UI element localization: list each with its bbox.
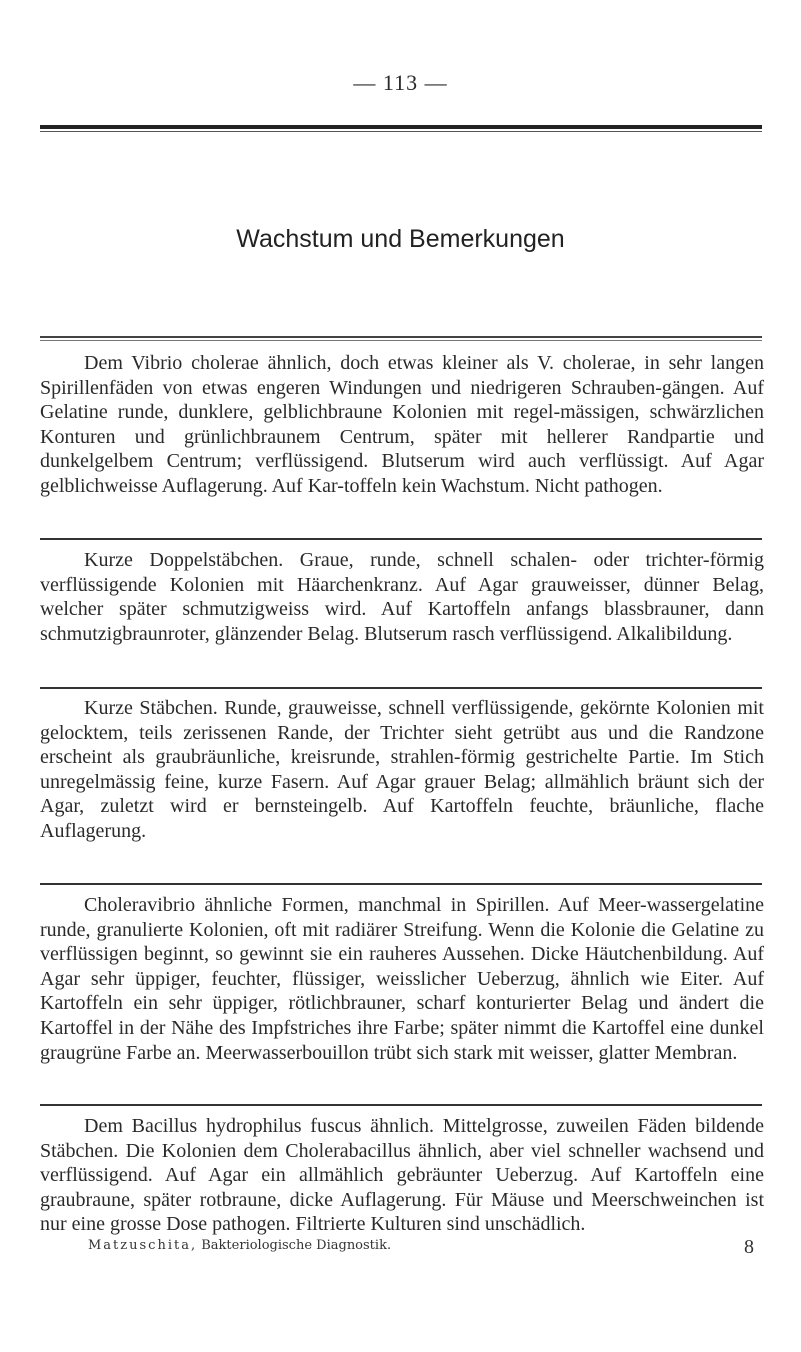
top-rule (40, 125, 762, 129)
column-heading: Wachstum und Bemerkungen (236, 225, 565, 253)
heading-rule (40, 336, 762, 338)
entry-5 (40, 1114, 764, 1237)
top-rule-thin (40, 131, 762, 132)
entry-3 (40, 696, 764, 844)
entry-separator (40, 883, 762, 885)
heading-rule-thin (40, 340, 762, 341)
page-footer (88, 1236, 758, 1258)
entry-1-text: Dem Vibrio cholerae ähnlich, doch etwas kleiner als V. cholerae, in sehr langen Spirillenfäden von etwas engeren Windungen und niedrigeren Schrauben-gängen. Auf Gelatine runde, dunklere, gelblichbraune Kolonien mit regel-mässigen, schwärzlichen Konturen und grünlichbraunem Centrum, später mit hellerer Randpartie und dunkelgelbem Centrum; verflüssigend. Blutserum wird auch verflüssigt. Auf Agar gelblichweisse Auflagerung. Auf Kar-toffeln kein Wachstum. Nicht pathogen. (40, 352, 764, 497)
entry-5-text: Dem Bacillus hydrophilus fuscus ähnlich. Mittelgrosse, zuweilen Fäden bildende Stäbchen. Die Kolonien dem Cholerabacillus ähnlich, aber viel schneller wachsend und verflüssigend. Auf Agar ein allmählich gebräunter Ueberzug. Auf Kartoffeln eine graubraune, später rotbraune, dicke Auflagerung. Für Mäuse und Meerschweinchen ist nur eine grosse Dose pathogen. Filtrierte Kulturen sind unschädlich. (40, 1115, 764, 1236)
footer-author: Matzuschita, (88, 1238, 198, 1253)
entry-4 (40, 893, 764, 1065)
entry-separator (40, 538, 762, 540)
page-number: — 113 — (353, 70, 448, 95)
entry-separator (40, 1104, 762, 1106)
entry-2-text: Kurze Doppelstäbchen. Graue, runde, schnell schalen- oder trichter-förmig verflüssigende Kolonien mit Häarchenkranz. Auf Agar grauweisser, dünner Belag, welcher später schmutzigweiss wird. Auf Kartoffeln anfangs blassbrauner, dann schmutzigbraunroter, glänzender Belag. Blutserum rasch verflüssigend. Alkalibildung. (40, 549, 764, 645)
footer-book-title: Bakteriologische Diagnostik. (201, 1238, 392, 1253)
entry-2 (40, 548, 764, 646)
entry-4-text: Choleravibrio ähnliche Formen, manchmal in Spirillen. Auf Meer-wassergelatine runde, granulierte Kolonien, oft mit radiärer Streifung. Wenn die Kolonie die Gelatine zu verflüssigen beginnt, so gewinnt sie ein rauheres Aussehen. Dicke Häutchenbildung. Auf Agar sehr üppiger, feuchter, flüssiger, weisslicher Ueberzug, ähnlich wie Eiter. Auf Kartoffeln ein sehr üppiger, rötlichbrauner, scharf konturierter Belag und ändert die Kartoffel in der Nähe des Impfstriches ihre Farbe; später nimmt die Kartoffel eine dunkel graugrüne Farbe an. Meerwasserbouillon trübt sich stark mit weisser, glatter Membran. (40, 894, 764, 1064)
entry-3-text: Kurze Stäbchen. Runde, grauweisse, schnell verflüssigende, gekörnte Kolonien mit gelocktem, teils zerissenen Rande, der Trichter sieht getrübt aus und die Randzone erscheint als graubräunliche, kreisrunde, strahlen-förmig gestrichelte Partie. Im Stich unregelmässig feine, kurze Fasern. Auf Agar grauer Belag; allmählich bräunt sich der Agar, zuletzt wird er bernsteingelb. Auf Kartoffeln feuchte, bräunliche, flache Auflagerung. (40, 697, 764, 842)
signature-mark: 8 (744, 1236, 754, 1258)
entry-1 (40, 351, 764, 499)
entry-separator (40, 687, 762, 689)
